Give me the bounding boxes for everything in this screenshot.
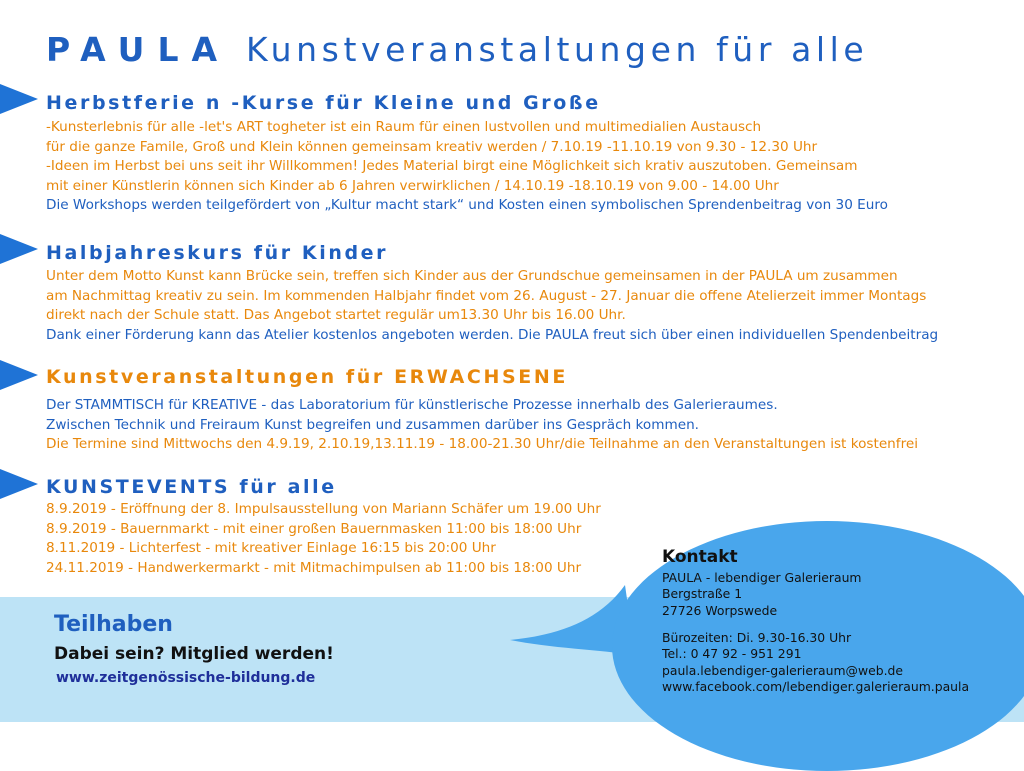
text-line: direkt nach der Schule statt. Das Angebot startet regulär um13.30 Uhr bis 16.00 Uhr. <box>46 307 626 324</box>
kontakt-address <box>662 570 862 619</box>
section-body-herbstferien <box>46 118 888 216</box>
section-heading-kunstevents: KUNSTEVENTS für alle <box>46 476 337 498</box>
bullet-arrow-icon <box>0 469 38 499</box>
text-line: Die Workshops werden teilgefördert von „Kultur macht stark“ und Kosten einen symbolischen Sprendenbeitrag von 30 Euro <box>46 197 888 214</box>
page-title <box>46 30 868 69</box>
brand-name: PAULA <box>46 30 231 69</box>
title-text: Kunstveranstaltungen für alle <box>246 30 869 69</box>
section-heading-halbjahreskurs: Halbjahreskurs für Kinder <box>46 242 389 264</box>
event-item: 8.9.2019 - Bauernmarkt - mit einer großen Bauernmasken 11:00 bis 18:00 Uhr <box>46 520 582 537</box>
phone-number: Tel.: 0 47 92 - 951 291 <box>662 646 802 662</box>
address-line: PAULA - lebendiger Galerieraum <box>662 570 862 585</box>
address-line: Bergstraße 1 <box>662 586 743 602</box>
section-heading-erwachsene: Kunstveranstaltungen für ERWACHSENE <box>46 366 568 388</box>
text-line: -Kunsterlebnis für alle -let's ART togheter ist ein Raum für einen lustvollen und multimedialien Austausch <box>46 119 762 135</box>
text-line: am Nachmittag kreativ zu sein. Im kommenden Halbjahr findet vom 26. August - 27. Januar die offene Atelierzeit immer Montags <box>46 287 927 304</box>
section-body-kunstevents <box>46 500 601 578</box>
text-line: mit einer Künstlerin können sich Kinder ab 6 Jahren verwirklichen / 14.10.19 -18.10.19 von 9.00 - 14.00 Uhr <box>46 177 779 194</box>
bullet-arrow-icon <box>0 360 38 390</box>
text-line: Die Termine sind Mittwochs den 4.9.19, 2.10.19,13.11.19 - 18.00-21.30 Uhr/die Teilnahme an den Veranstaltungen ist kostenfrei <box>46 436 919 453</box>
text-line: -Ideen im Herbst bei uns seit ihr Willkommen! Jedes Material birgt eine Möglichkeit sich krativ auszutoben. Gemeinsam <box>46 158 858 175</box>
address-line: 27726 Worpswede <box>662 602 778 618</box>
text-line: für die ganze Famile, Groß und Klein können gemeinsam kreativ werden / 7.10.19 -11.10.19 von 9.30 - 12.30 Uhr <box>46 138 818 155</box>
text-line: Zwischen Technik und Freiraum Kunst begreifen und zusammen darüber ins Gespräch kommen. <box>46 416 700 433</box>
teilhaben-heading: Teilhaben <box>54 612 173 637</box>
kontakt-details <box>662 630 969 696</box>
facebook-link[interactable]: www.facebook.com/lebendiger.galerieraum.paula <box>662 679 970 695</box>
website-link[interactable]: www.zeitgenössische-bildung.de <box>56 670 316 686</box>
office-hours: Bürozeiten: Di. 9.30-16.30 Uhr <box>662 630 852 645</box>
event-item: 8.11.2019 - Lichterfest - mit kreativer Einlage 16:15 bis 20:00 Uhr <box>46 540 496 557</box>
section-heading-herbstferien: Herbstferie n -Kurse für Kleine und Große <box>46 92 601 114</box>
section-body-halbjahreskurs <box>46 267 938 345</box>
section-body-erwachsene <box>46 396 918 455</box>
event-item: 8.9.2019 - Eröffnung der 8. Impulsausstellung von Mariann Schäfer um 19.00 Uhr <box>46 501 601 517</box>
kontakt-heading: Kontakt <box>662 547 738 567</box>
event-item: 24.11.2019 - Handwerkermarkt - mit Mitmachimpulsen ab 11:00 bis 18:00 Uhr <box>46 559 582 576</box>
text-line: Der STAMMTISCH für KREATIVE - das Laboratorium für künstlerische Prozesse innerhalb des Galerieraumes. <box>46 397 778 413</box>
text-line: Unter dem Motto Kunst kann Brücke sein, treffen sich Kinder aus der Grundschue gemeinsamen in der PAULA um zusammen <box>46 268 898 284</box>
text-line: Dank einer Förderung kann das Atelier kostenlos angeboten werden. Die PAULA freut sich über einen individuellen Spendenbeitrag <box>46 326 939 343</box>
membership-callout: Dabei sein? Mitglied werden! <box>54 644 334 664</box>
email-link[interactable]: paula.lebendiger-galerieraum@web.de <box>662 662 903 678</box>
bullet-arrow-icon <box>0 84 38 114</box>
bullet-arrow-icon <box>0 234 38 264</box>
